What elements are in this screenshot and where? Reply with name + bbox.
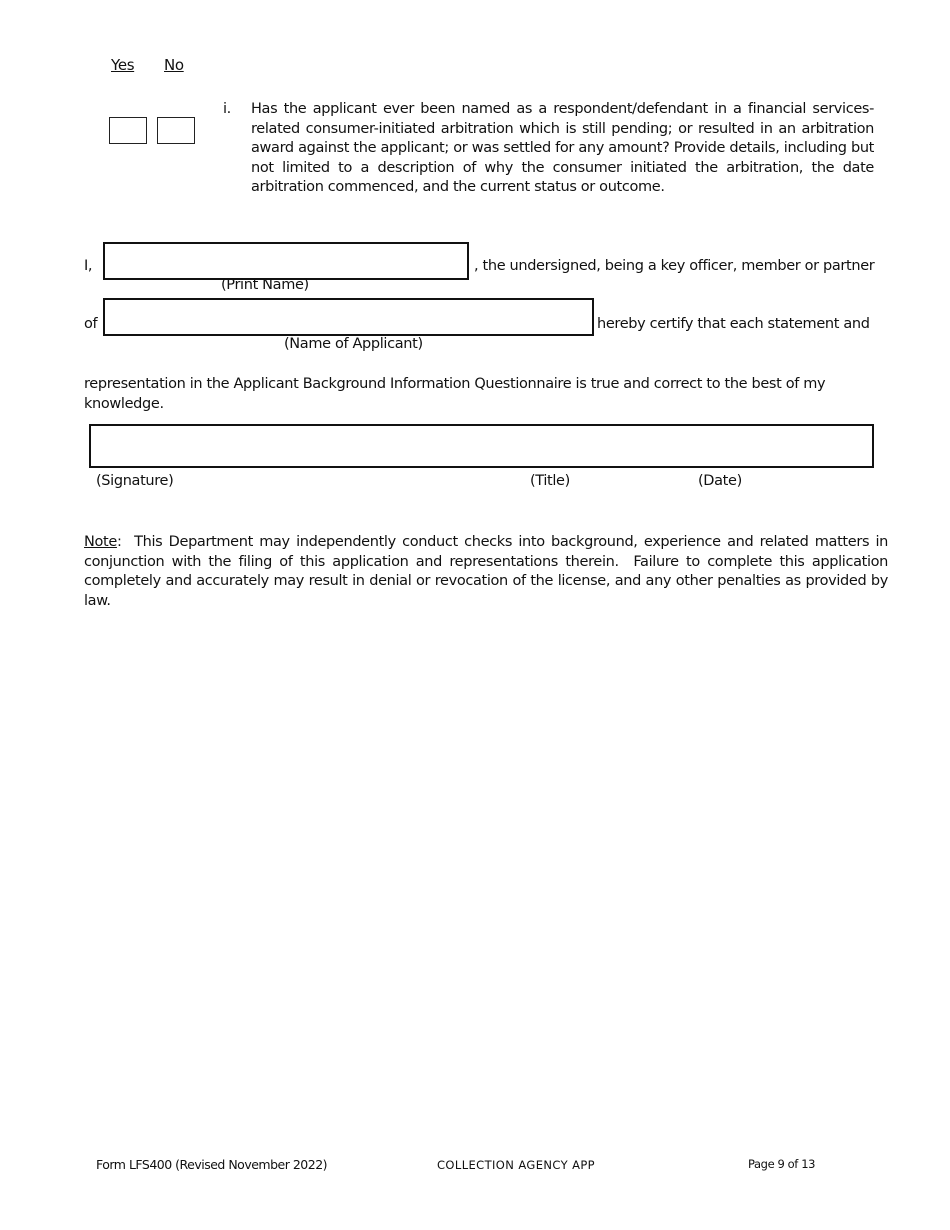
signature-title-date-field[interactable] bbox=[89, 424, 874, 468]
note-text: This Department may independently conduct checks into background, experience and related matters in conjunction with the filing of this application and representations therein. Failure to complete this application completely and accurately may result in denial or revocation of the license, and any other penalties as provided by law. bbox=[84, 534, 893, 609]
note-colon: : bbox=[116, 534, 122, 550]
certify-prefix-of: of bbox=[84, 316, 98, 332]
applicant-name-field[interactable] bbox=[103, 298, 594, 336]
yes-checkbox[interactable] bbox=[109, 117, 147, 144]
print-name-field[interactable] bbox=[103, 242, 469, 280]
no-checkbox[interactable] bbox=[157, 117, 195, 144]
footer-page-number: Page 9 of 13 bbox=[748, 1157, 816, 1171]
certify-after-applicant-text: hereby certify that each statement and bbox=[597, 316, 870, 332]
no-column-header: No bbox=[164, 56, 184, 74]
applicant-name-caption: (Name of Applicant) bbox=[284, 336, 423, 352]
date-caption: (Date) bbox=[698, 473, 742, 489]
print-name-caption: (Print Name) bbox=[221, 277, 309, 293]
question-text: Has the applicant ever been named as a respondent/defendant in a financial services-related consumer-initiated arbitration which is still pending; or resulted in an arbitration award against the applicant; or was settled for any amount? Provide details, including but not limited to a description of why the consumer initiated the arbitration, the date arbitration commenced, and the current status or outcome. bbox=[251, 101, 874, 196]
certification-statement: representation in the Applicant Background Information Questionnaire is true and correct to the best of my knowledge. bbox=[84, 376, 826, 412]
note-paragraph bbox=[84, 533, 893, 611]
title-caption: (Title) bbox=[530, 473, 570, 489]
footer-app-title: COLLECTION AGENCY APP bbox=[437, 1158, 596, 1172]
question-number: i. bbox=[223, 101, 231, 117]
yes-column-header: Yes bbox=[111, 56, 135, 74]
certify-prefix-i: I, bbox=[84, 258, 93, 274]
footer-form-number: Form LFS400 (Revised November 2022) bbox=[96, 1157, 328, 1172]
certify-after-name-text: , the undersigned, being a key officer, member or partner bbox=[474, 258, 875, 274]
signature-caption: (Signature) bbox=[96, 473, 174, 489]
note-label: Note bbox=[84, 534, 117, 550]
